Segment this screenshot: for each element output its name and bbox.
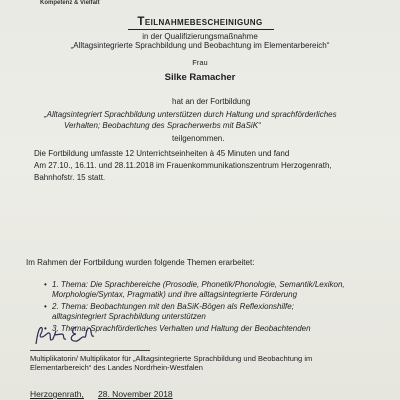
subtitle-line-2: „Alltagsintegrierte Sprachbildung und Beobachtung im Elementarbereich“	[70, 41, 330, 50]
subtitle-line-1: in der Qualifizierungsmaßnahme	[142, 32, 258, 41]
topic-2-line-2: alltagsintegriert Sprachbildung unterstützen	[52, 312, 206, 321]
brand-text: Kompetenz & Vielfalt	[40, 0, 100, 6]
salutation: Frau	[192, 58, 208, 67]
signature-image	[32, 322, 112, 348]
recipient-name: Silke Ramacher	[164, 72, 236, 83]
details-line-1: Die Fortbildung umfasste 12 Unterrichtseinheiten à 45 Minuten und fand	[34, 149, 290, 158]
list-item	[44, 302, 345, 322]
signer-line-2: Elementarbereich“ des Landes Nordrhein-Westfalen	[30, 363, 203, 372]
course-title-line-2: Verhalten; Beobachtung des Spracherwerbs mit BaSiK“	[64, 121, 261, 130]
topic-1-line-1: • 1. Thema: Die Sprachbereiche (Prosodie, Phonetik/Phonologie, Semantik/Lexikon,	[52, 280, 345, 289]
course-title-line-1: „Alltagsintegriert Sprachbildung unterstützen durch Haltung und sprachförderliches	[44, 110, 337, 119]
signer-line-1: Multiplikatorin/ Multiplikator für „Alltagsintegrierte Sprachbildung und Beobachtung im	[30, 354, 313, 363]
page-title: Teilnahmebescheinigung	[137, 16, 263, 28]
signature-line	[30, 350, 150, 351]
topic-3-line-1: • 3. Thema: Sprachförderliches Verhalten und Haltung der Beobachtenden	[52, 324, 311, 333]
place: Herzogenrath,	[30, 389, 84, 399]
details-line-3: Bahnhofstr. 15 statt.	[34, 173, 106, 182]
intro-text: hat an der Fortbildung	[172, 97, 251, 106]
topics-intro: Im Rahmen der Fortbildung wurden folgende Themen erarbeitet:	[26, 258, 255, 267]
title-underline	[128, 29, 274, 30]
list-item	[44, 280, 345, 300]
topic-1-line-2: Morphologie/Syntax, Pragmatik) und ihre alltagsintegrierte Förderung	[52, 290, 298, 299]
details-line-2: Am 27.10., 16.11. und 28.11.2018 im Frauenkommunikationszentrum Herzogenrath,	[34, 161, 332, 170]
topic-2-line-1: • 2. Thema: Beobachtungen mit den BaSiK-Bögen als Reflexionshilfe;	[52, 302, 294, 311]
date: 28. November 2018	[98, 389, 173, 399]
participated-text: teilgenommen.	[172, 134, 225, 143]
